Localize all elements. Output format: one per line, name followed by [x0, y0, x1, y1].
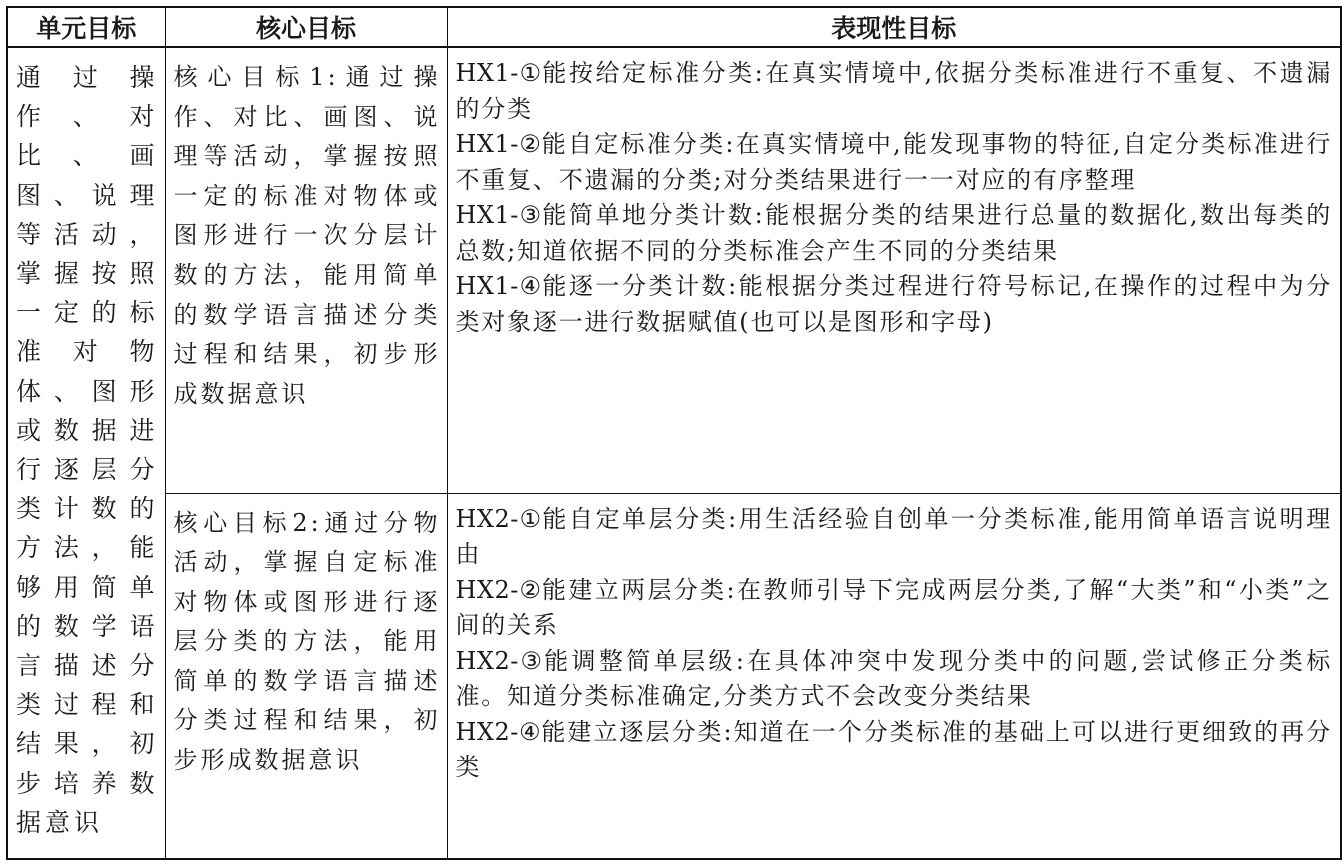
performance-goal-code: HX1-③ [455, 201, 543, 229]
performance-goal-hx2-2 [456, 573, 1333, 644]
unit-goal-cell [7, 47, 165, 859]
performance-goal-hx2-1 [456, 502, 1333, 573]
performance-goal-text: 能建立逐层分类:知道在一个分类标准的基础上可以进行更细致的再分类 [455, 717, 1332, 781]
performance-goal-hx1-4 [456, 269, 1333, 340]
performance-goal-text: 能逐一分类计数:能根据分类过程进行符号标记,在操作的过程中为分类对象逐一进行数据赋值(也可以是图形和字母) [455, 272, 1332, 336]
performance-goal-hx2-3 [456, 644, 1333, 715]
performance-goal-text: 能自定单层分类:用生活经验自创单一分类标准,能用简单语言说明理由 [455, 504, 1332, 568]
performance-goal-hx1-3 [456, 198, 1333, 269]
performance-goal-code: HX1-④ [455, 272, 543, 300]
performance-goal-text: 能按给定标准分类:在真实情境中,依据分类标准进行不重复、不遗漏的分类 [455, 59, 1332, 123]
performance-goal-text: 能调整简单层级:在具体冲突中发现分类中的问题,尝试修正分类标准。知道分类标准确定,分类方式不会改变分类结果 [455, 646, 1332, 710]
performance-goals-1-cell [447, 47, 1341, 493]
performance-goal-code: HX2-② [455, 575, 543, 604]
core-goal-1-cell [165, 47, 447, 493]
performance-goal-code: HX2-④ [455, 717, 542, 746]
performance-goal-hx2-4 [456, 715, 1333, 786]
header-core-goal: 核心目标 [165, 7, 447, 47]
goals-table [6, 6, 1342, 860]
performance-goal-text: 能建立两层分类:在教师引导下完成两层分类,了解“大类”和“小类”之间的关系 [455, 575, 1332, 639]
performance-goal-code: HX2-③ [455, 646, 545, 675]
performance-goal-code: HX1-② [455, 130, 542, 158]
core-goal-2-text: 核心目标2:通过分物活动，掌握自定标准对物体或图形进行逐层分类的方法，能用简单的数学语言描述分类过程和结果，初步形成数据意识 [173, 508, 441, 775]
performance-goals-2-cell [447, 493, 1341, 859]
core-goal-2-cell [165, 493, 447, 859]
core-goal-1-text: 核心目标1:通过操作、对比、画图、说理等活动，掌握按照一定的标准对物体或图形进行一次分层计数的方法，能用简单的数学语言描述分类过程和结果，初步形成数据意识 [173, 63, 441, 408]
performance-goal-text: 能简单地分类计数:能根据分类的结果进行总量的数据化,数出每类的总数;知道依据不同的分类标准会产生不同的分类结果 [455, 201, 1332, 265]
performance-goal-hx1-1 [456, 56, 1333, 127]
header-row [7, 7, 1341, 47]
performance-goal-text: 能自定标准分类:在真实情境中,能发现事物的特征,自定分类标准进行不重复、不遗漏的分类;对分类结果进行一一对应的有序整理 [455, 130, 1332, 194]
header-performance-goal: 表现性目标 [447, 7, 1341, 47]
header-unit-goal: 单元目标 [7, 7, 165, 47]
core-goal-row-1 [7, 47, 1341, 493]
unit-goal-text: 通过操作、对比、画图、说理等活动，掌握按照一定的标准对物体、图形或数据进行逐层分类计数的方法，能够用简单的数学语言描述分类过程和结果，初步培养数据意识 [16, 63, 159, 837]
core-goal-row-2 [7, 493, 1341, 859]
performance-goal-code: HX1-① [455, 59, 543, 87]
performance-goal-code: HX2-① [455, 504, 543, 533]
performance-goal-hx1-2 [456, 127, 1333, 198]
